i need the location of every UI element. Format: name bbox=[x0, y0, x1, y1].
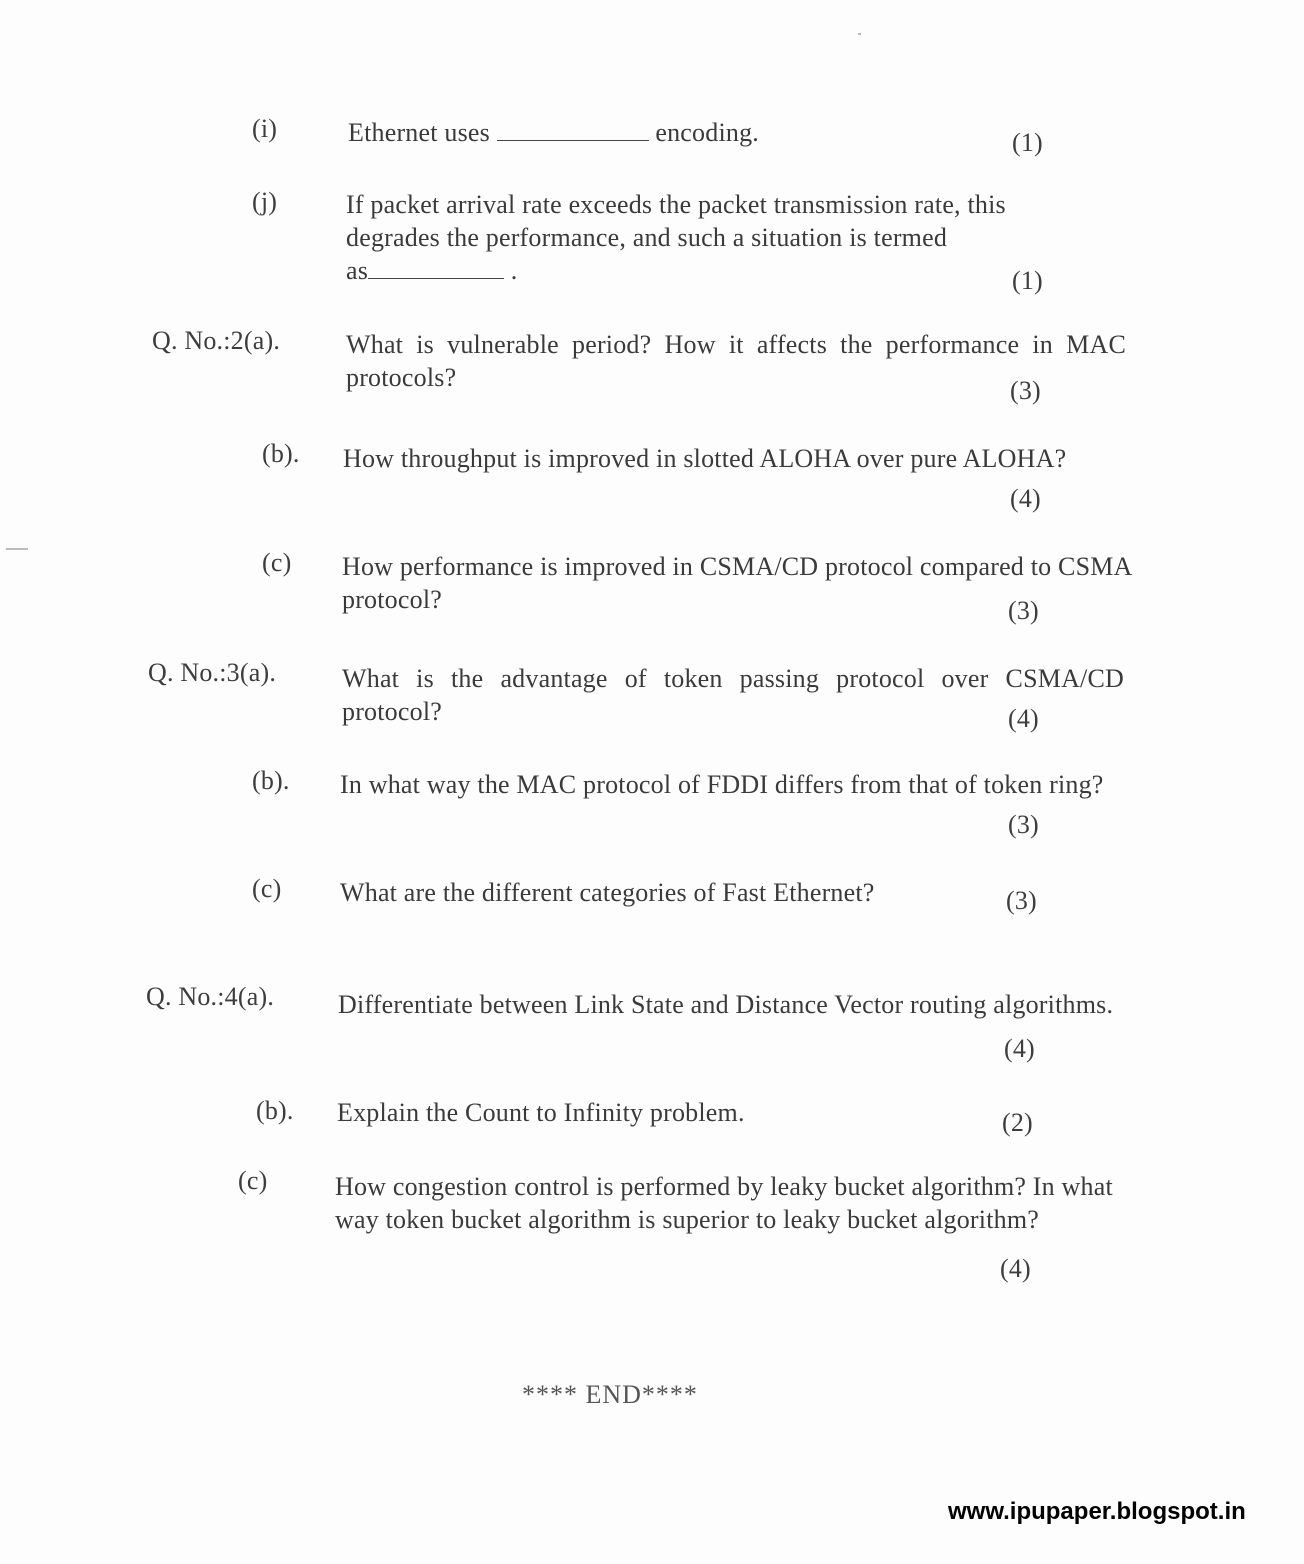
question-marks: (4) bbox=[1000, 1254, 1031, 1283]
text-before-blank: Ethernet uses bbox=[348, 118, 490, 147]
text-before-blank: as bbox=[346, 256, 369, 285]
question-text-line3 bbox=[346, 254, 1006, 287]
end-marker: **** END**** bbox=[522, 1380, 698, 1409]
question-marks: (3) bbox=[1010, 376, 1041, 405]
question-label: (b). bbox=[256, 1096, 294, 1125]
question-label: (b). bbox=[252, 766, 290, 795]
question-label: Q. No.:2(a). bbox=[152, 326, 281, 355]
question-label: Q. No.:3(a). bbox=[148, 658, 277, 687]
question-marks: (4) bbox=[1004, 1034, 1035, 1063]
question-label: (i) bbox=[252, 114, 278, 143]
scan-speck bbox=[858, 33, 861, 35]
question-text: What is the advantage of token passing protocol over CSMA/CD protocol? bbox=[342, 664, 1124, 726]
question-marks: (1) bbox=[1012, 266, 1043, 295]
question-text: How throughput is improved in slotted ALOHA over pure ALOHA? bbox=[343, 444, 1067, 473]
question-marks: (4) bbox=[1010, 484, 1041, 513]
question-label: (c) bbox=[262, 548, 292, 577]
question-text: What are the different categories of Fast Ethernet? bbox=[340, 878, 875, 907]
fill-in-blank bbox=[368, 258, 504, 279]
question-text: How performance is improved in CSMA/CD protocol compared to CSMA protocol? bbox=[342, 552, 1132, 614]
question-label: (c) bbox=[252, 874, 282, 903]
question-text: How congestion control is performed by leaky bucket algorithm? In what way token bucket algorithm is superior to leaky bucket algorithm? bbox=[335, 1172, 1113, 1234]
question-text-line1: If packet arrival rate exceeds the packet transmission rate, this bbox=[346, 190, 1006, 219]
watermark-url: www.ipupaper.blogspot.in bbox=[948, 1498, 1246, 1525]
question-text bbox=[348, 116, 759, 149]
question-text-line2: degrades the performance, and such a situation is termed bbox=[346, 223, 948, 252]
question-marks: (3) bbox=[1006, 886, 1037, 915]
question-label: Q. No.:4(a). bbox=[146, 982, 275, 1011]
question-label: (b). bbox=[262, 439, 300, 468]
fill-in-blank bbox=[497, 120, 649, 141]
question-text bbox=[346, 188, 1006, 287]
question-label: (c) bbox=[238, 1166, 268, 1195]
question-text: Explain the Count to Infinity problem. bbox=[337, 1098, 745, 1127]
question-text: Differentiate between Link State and Distance Vector routing algorithms. bbox=[338, 990, 1114, 1019]
question-marks: (4) bbox=[1008, 704, 1039, 733]
question-label: (j) bbox=[252, 187, 278, 216]
question-marks: (3) bbox=[1008, 596, 1039, 625]
question-text: What is vulnerable period? How it affects the performance in MAC protocols? bbox=[346, 330, 1126, 392]
question-marks: (2) bbox=[1002, 1108, 1033, 1137]
question-marks: (3) bbox=[1008, 810, 1039, 839]
text-end: . bbox=[510, 256, 518, 285]
question-marks: (1) bbox=[1012, 128, 1043, 157]
text-after-blank: encoding. bbox=[655, 118, 759, 147]
scan-speck bbox=[6, 548, 28, 550]
question-text: In what way the MAC protocol of FDDI differs from that of token ring? bbox=[340, 770, 1104, 799]
